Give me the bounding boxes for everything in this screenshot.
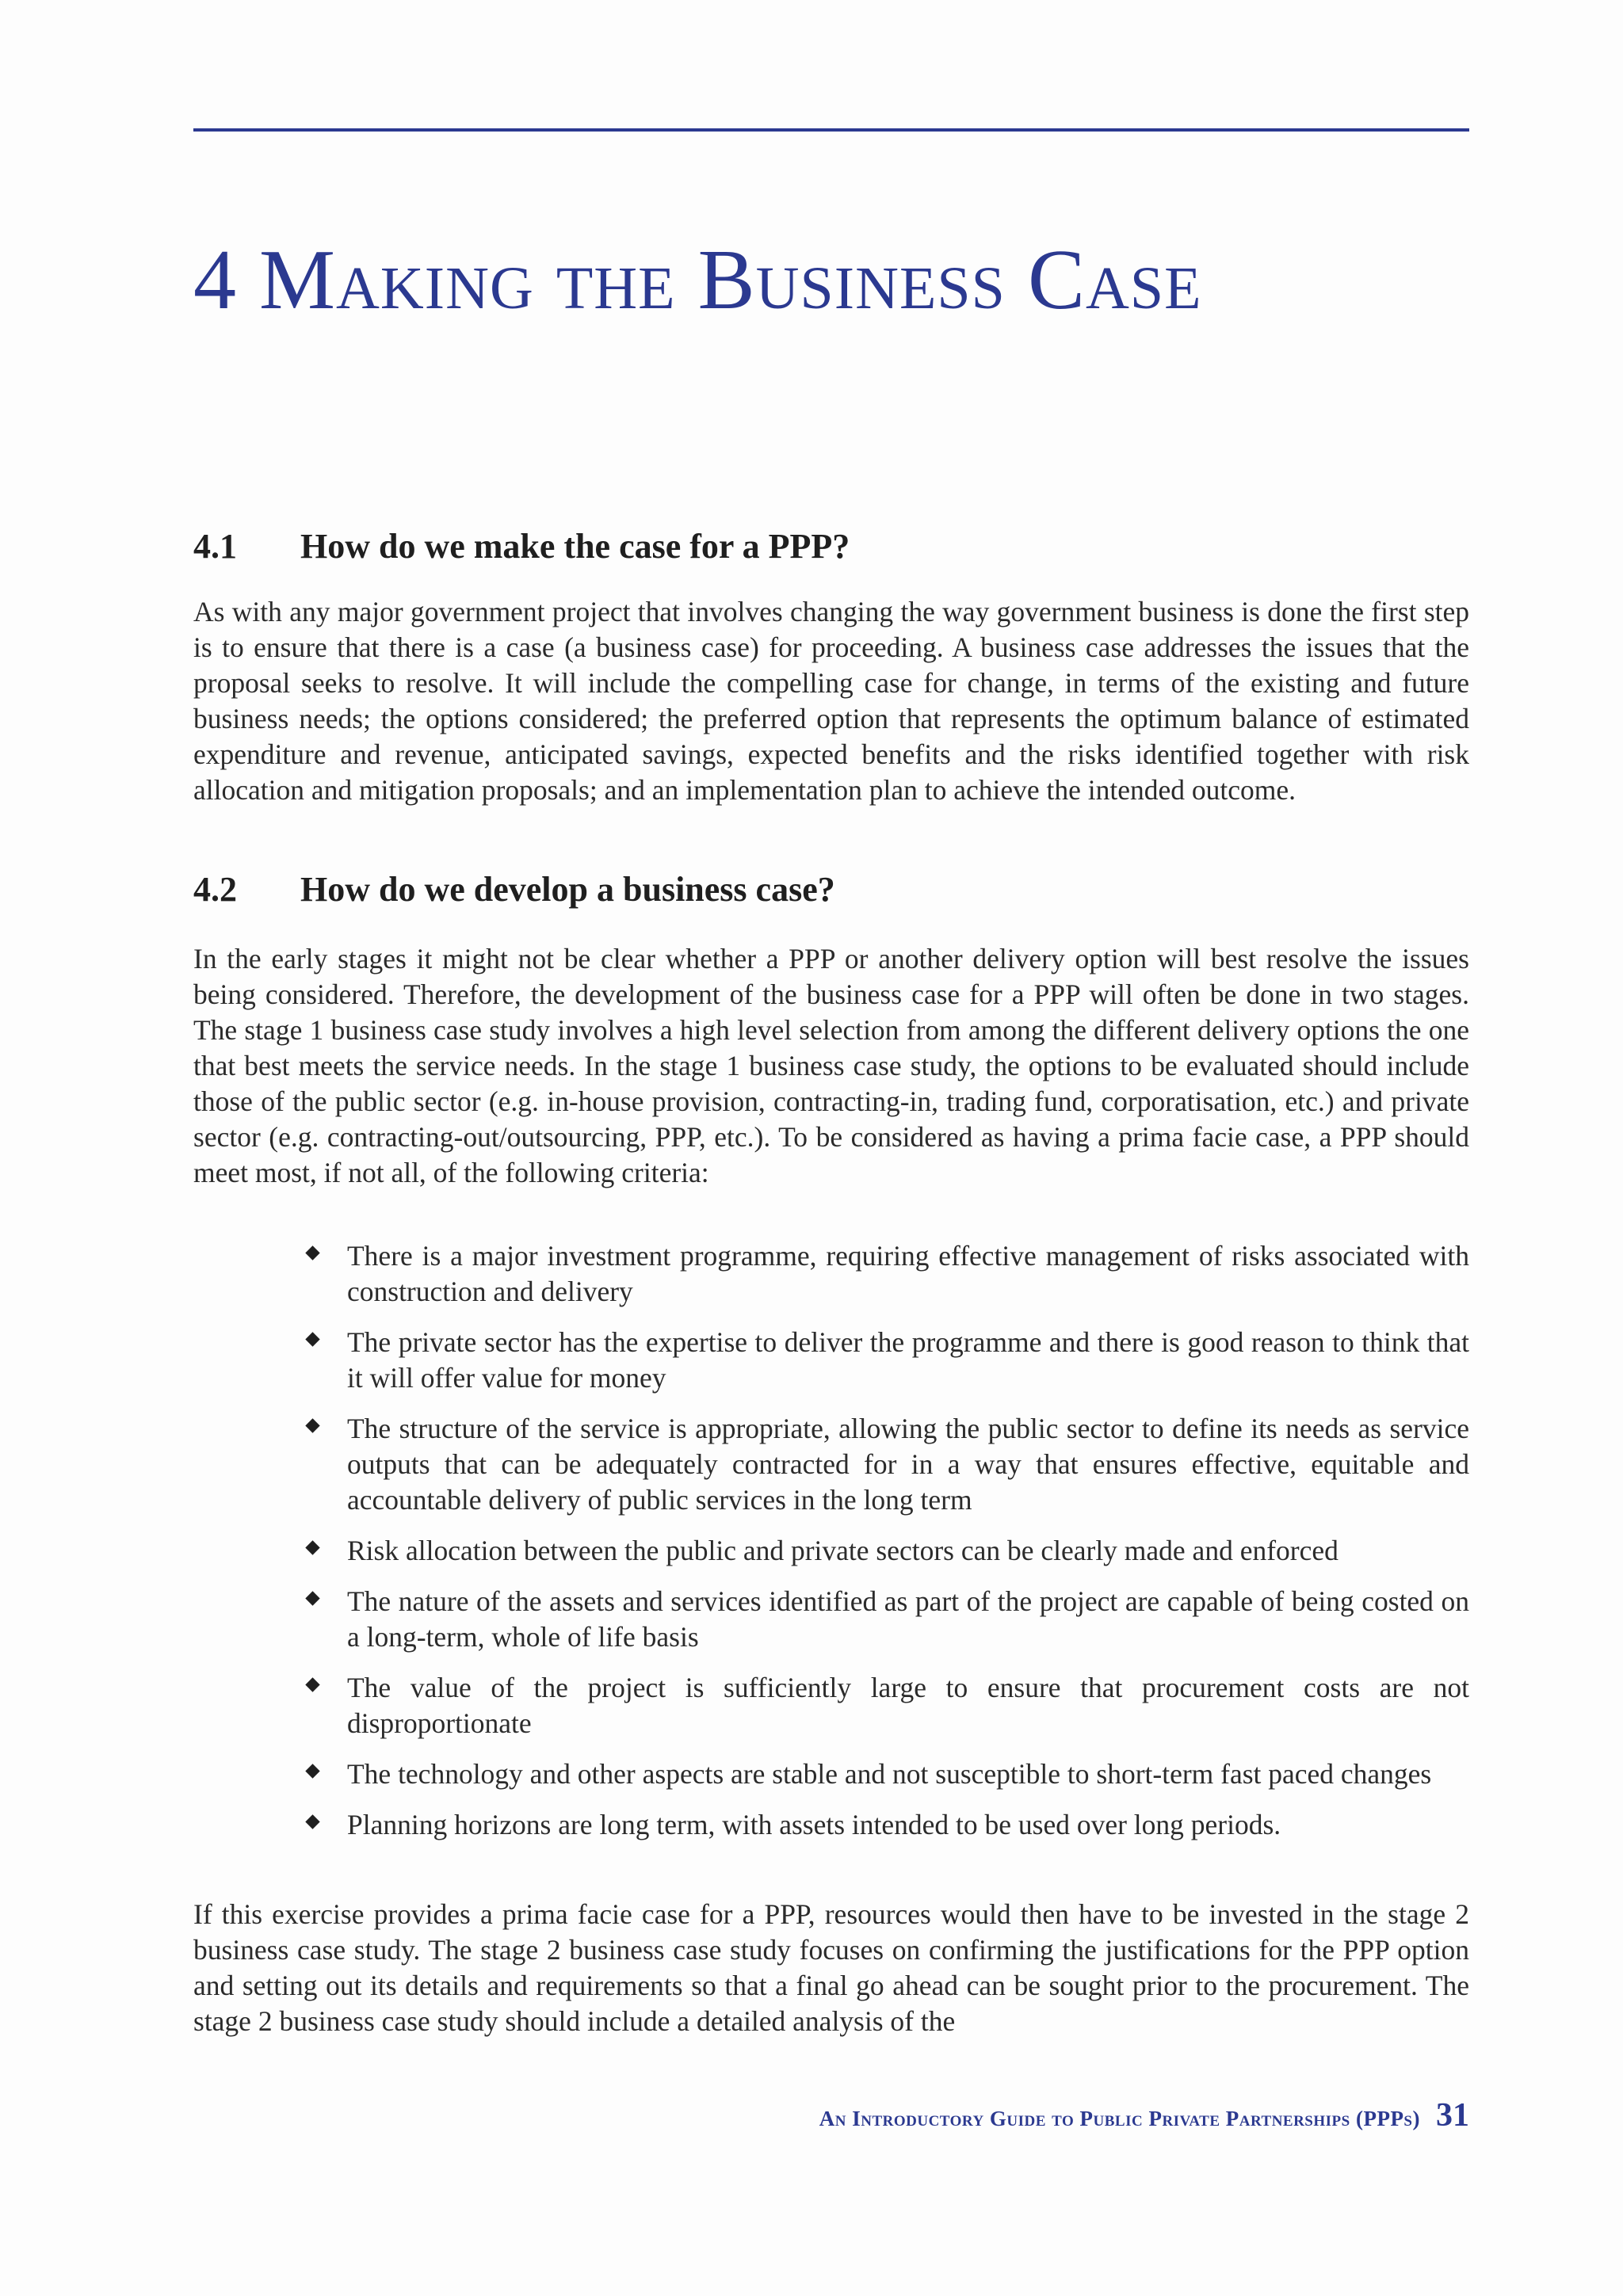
criteria-item [304,1584,1469,1655]
section-4-1-heading [193,526,850,566]
diamond-bullet-icon [305,1245,319,1260]
diamond-bullet-icon [305,1332,319,1346]
section-number: 4.1 [193,527,237,566]
diamond-bullet-icon [305,1591,319,1605]
criteria-item [304,1533,1469,1569]
diamond-bullet-icon [305,1418,319,1432]
criteria-item [304,1807,1469,1843]
criteria-text: The structure of the service is appropriate, allowing the public sector to define its needs as service outputs that can be adequately contracted for in a way that ensures effective, equitable and accountable delivery of public services in the long term [347,1413,1469,1516]
section-4-1-paragraph: As with any major government project that involves changing the way government business is done the first step is to ensure that there is a case (a business case) for proceeding. A business case addresses the issues that the proposal seeks to resolve. It will include the compelling case for change, in terms of the existing and future business needs; the options considered; the preferred option that represents the optimum balance of estimated expenditure and revenue, anticipated savings, expected benefits and the risks identified together with risk allocation and mitigation proposals; and an implementation plan to achieve the intended outcome. [193,596,1469,806]
section-4-2-paragraph: In the early stages it might not be clear whether a PPP or another delivery option will best resolve the issues being considered. Therefore, the development of the business case for a PPP will often be done in two stages. The stage 1 business case study involves a high level selection from among the different delivery options the one that best meets the service needs. In the stage 1 business case study, the options to be evaluated should include those of the public sector (e.g. in-house provision, contracting-in, trading fund, corporatisation, etc.) and private sector (e.g. contracting-out/outsourcing, PPP, etc.). To be considered as having a prima facie case, a PPP should meet most, if not all, of the following criteria: [193,943,1469,1188]
criteria-text: The private sector has the expertise to deliver the programme and there is good reason to think that it will offer value for money [347,1326,1469,1394]
criteria-text: The nature of the assets and services identified as part of the project are capable of being costed on a long-term, whole of life basis [347,1585,1469,1653]
header-rule [193,128,1469,132]
diamond-bullet-icon [305,1677,319,1691]
criteria-item [304,1670,1469,1741]
criteria-text: The technology and other aspects are stable and not susceptible to short-term fast paced changes [347,1758,1432,1790]
diamond-bullet-icon [305,1764,319,1778]
criteria-item [304,1238,1469,1310]
page-number: 31 [1436,2097,1469,2134]
section-4-2-heading [193,869,835,910]
criteria-item [304,1756,1469,1792]
chapter-title: 4 Making the Business Case [193,233,1202,327]
criteria-text: Planning horizons are long term, with assets intended to be used over long periods. [347,1809,1281,1840]
criteria-list [304,1238,1469,1858]
section-number: 4.2 [193,870,237,909]
criteria-item [304,1325,1469,1396]
closing-paragraph: If this exercise provides a prima facie case for a PPP, resources would then have to be invested in the stage 2 business case study. The stage 2 business case study focuses on confirming the justifications for the PPP option and setting out its details and requirements so that a final go ahead can be sought prior to the procurement. The stage 2 business case study should include a detailed analysis of the [193,1898,1469,2037]
page-footer [819,2096,1469,2134]
diamond-bullet-icon [305,1814,319,1829]
criteria-item [304,1411,1469,1518]
footer-title: An Introductory Guide to Public Private Partnerships (PPPs) [819,2107,1420,2130]
criteria-text: The value of the project is sufficiently large to ensure that procurement costs are not disproportionate [347,1672,1469,1739]
diamond-bullet-icon [305,1540,319,1554]
section-title: How do we develop a business case? [300,870,835,909]
criteria-text: There is a major investment programme, requiring effective management of risks associated with construction and delivery [347,1240,1469,1307]
section-title: How do we make the case for a PPP? [300,527,850,566]
criteria-text: Risk allocation between the public and private sectors can be clearly made and enforced [347,1535,1338,1566]
